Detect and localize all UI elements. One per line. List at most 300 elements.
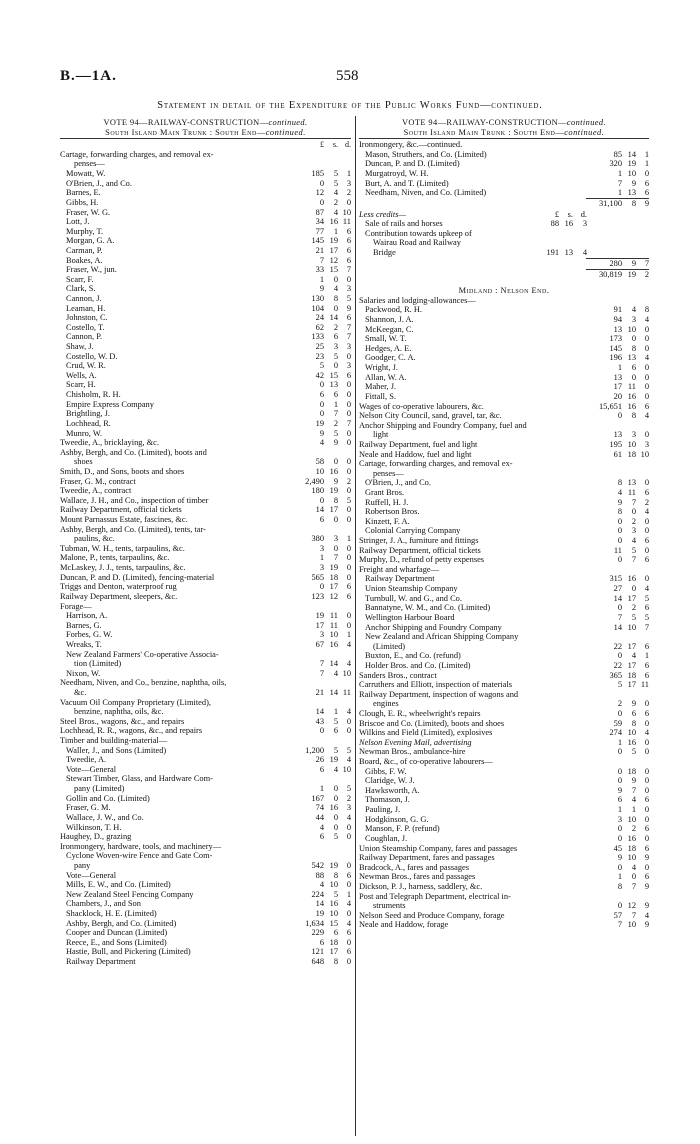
shillings-cell: 15 xyxy=(329,918,338,928)
pounds-cell: 6 xyxy=(319,515,324,525)
shillings-cell: 8 xyxy=(333,870,338,880)
shillings-cell: 13 xyxy=(627,188,636,198)
shillings-cell: 5 xyxy=(333,351,338,361)
pence-cell: 0 xyxy=(644,545,649,555)
row-label: Wages of co-operative labourers, &c. xyxy=(359,401,484,411)
ledger-row xyxy=(60,640,351,650)
shillings-cell: 16 xyxy=(329,803,338,813)
pence-cell: 4 xyxy=(644,584,649,594)
pounds-cell: 1 xyxy=(617,805,622,815)
ledger-row xyxy=(359,651,649,661)
ledger-row xyxy=(60,553,351,563)
pounds-cell: 45 xyxy=(613,843,622,853)
row-label: Carruthers and Elliott, inspection of materials xyxy=(359,680,513,690)
row-label: Clough, E. R., wheelwright's repairs xyxy=(359,709,481,718)
pence-cell: 0 xyxy=(644,776,649,786)
pounds-cell: 180 xyxy=(311,486,324,496)
row-label: Haughey, D., grazing xyxy=(60,832,132,842)
shillings-cell: 10 xyxy=(627,324,636,334)
ledger-row xyxy=(359,325,649,335)
shillings-cell: 10 xyxy=(627,814,636,824)
ledger-row xyxy=(359,546,649,556)
shillings-cell: 15 xyxy=(329,370,338,380)
shillings-cell: 18 xyxy=(329,572,338,582)
ledger-row xyxy=(359,140,649,150)
shillings-cell: 8 xyxy=(631,718,636,728)
ledger-row xyxy=(359,402,649,412)
pence-cell: 0 xyxy=(644,324,649,334)
row-label: Lochhead, R. R., wagons, &c., and repairs xyxy=(60,726,203,736)
pence-cell: 6 xyxy=(644,401,649,411)
pence-cell: 7 xyxy=(346,332,351,342)
credits-block xyxy=(359,210,649,258)
row-label: Crud, W. R. xyxy=(66,361,106,371)
pence-cell: 6 xyxy=(346,226,351,236)
credit-row xyxy=(359,219,649,229)
row-label: Anchor Shipping and Foundry Company xyxy=(365,622,502,632)
ledger-row xyxy=(60,400,351,410)
credit-row xyxy=(359,238,649,248)
pounds-cell: 1 xyxy=(617,169,622,179)
ledger-row xyxy=(60,774,351,784)
pounds-cell: 26 xyxy=(315,755,324,765)
shillings-cell: 10 xyxy=(627,728,636,738)
row-label: (Limited) xyxy=(373,641,406,651)
pounds-cell: 224 xyxy=(311,889,324,899)
pounds-cell: 5 xyxy=(617,680,622,690)
pounds-cell: 14 xyxy=(315,505,324,515)
shillings-cell: 9 xyxy=(333,438,338,448)
pence-cell: 4 xyxy=(644,353,649,363)
row-label: Ashby, Bergh, and Co. (Limited) xyxy=(66,918,177,928)
ledger-row xyxy=(60,717,351,727)
shillings-cell: 17 xyxy=(627,660,636,670)
ledger-row xyxy=(359,430,649,440)
pence-cell: 3 xyxy=(346,178,351,188)
ledger-row xyxy=(60,928,351,938)
row-label: Ashby, Bergh, and Co. (Limited), tents, tar- xyxy=(60,524,206,534)
ledger-row xyxy=(359,517,649,527)
shillings-cell: 18 xyxy=(627,449,636,459)
shillings-cell: 0 xyxy=(631,584,636,594)
shillings-cell: 12 xyxy=(627,901,636,911)
ledger-row xyxy=(60,294,351,304)
pounds-cell: 67 xyxy=(315,639,324,649)
row-label: Wellington Harbour Board xyxy=(365,612,455,622)
pounds-cell: 0 xyxy=(617,603,622,613)
shillings-cell: 4 xyxy=(631,305,636,315)
row-label: pany (Limited) xyxy=(74,784,125,794)
row-label: Malone, P., tents, tarpaulins, &c. xyxy=(60,553,170,563)
row-label: Railway Department, official tickets xyxy=(60,505,182,515)
pounds-cell: 1 xyxy=(319,784,324,794)
ledger-row xyxy=(359,632,649,642)
row-label: Kinzett, F. A. xyxy=(365,516,410,526)
pence-cell: 0 xyxy=(346,909,351,918)
ledger-row xyxy=(359,824,649,834)
shillings-cell: 11 xyxy=(627,382,636,392)
pounds-cell: 8 xyxy=(617,507,622,517)
row-label: Salaries and lodging-allowances— xyxy=(359,295,476,305)
ledger-row xyxy=(359,363,649,373)
pence-cell: 1 xyxy=(346,889,351,899)
ledger-row xyxy=(60,669,351,679)
pounds-cell: 88 xyxy=(550,219,559,229)
pence-cell: 0 xyxy=(346,409,351,419)
pounds-cell: 4 xyxy=(319,822,324,832)
shillings-cell: 2 xyxy=(333,322,338,332)
shillings-cell: 6 xyxy=(333,332,338,342)
pence-cell: 0 xyxy=(346,822,351,832)
shillings-cell: 6 xyxy=(333,390,338,400)
row-label: Claridge, W. J. xyxy=(365,776,415,786)
row-label: Newman Bros., fares and passages xyxy=(359,872,476,882)
shillings-cell: 1 xyxy=(333,399,338,409)
ledger-row xyxy=(60,784,351,794)
ledger-row xyxy=(359,603,649,613)
ledger-row xyxy=(60,823,351,833)
row-label: Scarr, F. xyxy=(66,274,94,284)
credit-row xyxy=(359,248,649,258)
row-label: Cyclone Woven-wire Fence and Gate Com- xyxy=(66,851,213,861)
pounds-cell: 17 xyxy=(315,620,324,630)
ledger-row xyxy=(60,582,351,592)
pence-cell: 0 xyxy=(346,466,351,476)
pounds-cell: 1 xyxy=(319,274,324,284)
row-label: Small, W. T. xyxy=(365,334,407,344)
ledger-row xyxy=(60,448,351,458)
pence-cell: 4 xyxy=(346,918,351,928)
ledger-row xyxy=(60,409,351,419)
ledger-row xyxy=(60,246,351,256)
right-ledger xyxy=(359,296,649,930)
pounds-cell: 104 xyxy=(311,303,324,313)
pence-cell: 6 xyxy=(644,641,649,651)
ledger-row xyxy=(60,861,351,871)
shillings-cell: 4 xyxy=(333,668,338,678)
shillings-cell: 10 xyxy=(627,439,636,449)
shillings-cell: 16 xyxy=(627,574,636,584)
shillings-cell: 4 xyxy=(333,284,338,294)
pence-cell: 6 xyxy=(644,536,649,546)
row-label: Bannatyne, W. M., and Co. (Limited) xyxy=(365,603,491,613)
shillings-cell: 4 xyxy=(631,795,636,805)
ledger-row xyxy=(359,584,649,594)
row-label: paulins, &c. xyxy=(74,534,115,544)
pence-cell: 4 xyxy=(346,899,351,909)
row-label: engines xyxy=(373,699,399,709)
pence-cell: 3 xyxy=(644,439,649,449)
pence-cell: 0 xyxy=(346,274,351,284)
ledger-row xyxy=(359,188,649,198)
pounds-cell: 21 xyxy=(315,245,324,255)
pence-cell: 7 xyxy=(346,322,351,332)
row-label: Gibbs, H. xyxy=(66,197,99,207)
ledger-row xyxy=(60,746,351,756)
shillings-cell: 1 xyxy=(333,707,338,717)
credit-row xyxy=(359,229,649,239)
row-label: Mowatt, W. xyxy=(66,169,106,179)
row-label: Wells, A. xyxy=(66,370,97,380)
pounds-cell: 0 xyxy=(319,399,324,409)
pence-cell: 6 xyxy=(644,188,649,198)
pence-cell: 2 xyxy=(644,497,649,507)
ledger-row xyxy=(359,488,649,498)
ledger-row xyxy=(60,755,351,765)
pence-cell: 6 xyxy=(346,370,351,380)
ledger-row xyxy=(60,688,351,698)
shillings-cell: 10 xyxy=(627,920,636,930)
row-label: Tweedie, A., bricklaying, &c. xyxy=(60,438,159,448)
pounds-cell: 0 xyxy=(617,776,622,786)
shillings-cell: 19 xyxy=(329,486,338,496)
row-label: Shannon, J. A. xyxy=(365,315,414,325)
pounds-cell: 14 xyxy=(315,899,324,909)
pounds-cell: 19 xyxy=(315,418,324,428)
shillings-cell: 9 xyxy=(631,699,636,709)
pence-cell: 10 xyxy=(640,449,649,459)
row-label: Scarr, H. xyxy=(66,380,96,390)
pounds-cell: 7 xyxy=(617,178,622,188)
pence-cell: 0 xyxy=(346,457,351,467)
pence-cell: 5 xyxy=(346,745,351,755)
shillings-cell: 7 xyxy=(631,881,636,891)
ledger-row xyxy=(60,313,351,323)
shillings-cell: 10 xyxy=(627,853,636,863)
pounds-cell: 17 xyxy=(613,382,622,392)
shillings-cell: 4 xyxy=(333,188,338,198)
row-label: Lott, J. xyxy=(66,217,90,227)
row-label: Robertson Bros. xyxy=(365,507,420,517)
shillings-cell: 11 xyxy=(329,611,338,621)
net-total-row: 30,819 19 2 xyxy=(359,269,649,280)
shillings-cell: 8 xyxy=(333,495,338,505)
row-label: Wright, J. xyxy=(365,363,398,373)
ledger-row xyxy=(60,227,351,237)
pounds-cell: 0 xyxy=(319,582,324,592)
ledger-row xyxy=(359,795,649,805)
shillings-cell: 19 xyxy=(627,159,636,169)
pence-cell: 0 xyxy=(644,363,649,373)
pounds-cell: 9 xyxy=(617,853,622,863)
shillings-cell: 13 xyxy=(329,380,338,390)
row-label: Gibbs, F. W. xyxy=(365,766,407,776)
pounds-cell: 0 xyxy=(617,651,622,661)
ledger-row xyxy=(359,892,649,902)
ledger-row xyxy=(359,882,649,892)
pounds-cell: 22 xyxy=(613,641,622,651)
shillings-cell: 19 xyxy=(329,755,338,765)
row-label: Fraser, G. M., contract xyxy=(60,476,136,486)
shillings-cell: 16 xyxy=(627,833,636,843)
row-label: Packwood, R. H. xyxy=(365,305,422,315)
pence-cell: 0 xyxy=(346,726,351,736)
ledger-row xyxy=(60,150,351,160)
pounds-cell: 1 xyxy=(617,737,622,747)
shillings-cell: 0 xyxy=(333,793,338,803)
ledger-row xyxy=(359,834,649,844)
ledger-row xyxy=(359,382,649,392)
row-label: Allan, W. A. xyxy=(365,372,407,382)
ledger-row xyxy=(359,767,649,777)
shillings-cell: 19 xyxy=(329,236,338,246)
ledger-row xyxy=(359,574,649,584)
pence-cell: 6 xyxy=(644,487,649,497)
pounds-cell: 91 xyxy=(613,305,622,315)
pounds-cell: 0 xyxy=(617,747,622,757)
pence-cell: 6 xyxy=(644,178,649,188)
pence-cell: 4 xyxy=(346,755,351,765)
pence-cell: 6 xyxy=(346,870,351,880)
row-label: light xyxy=(373,430,389,440)
pounds-cell: 0 xyxy=(617,862,622,872)
ledger-row xyxy=(359,440,649,450)
row-label: Mills, E. W., and Co. (Limited) xyxy=(66,880,171,890)
left-column xyxy=(60,118,351,967)
row-label: Grant Bros. xyxy=(365,487,405,497)
ledger-row xyxy=(359,901,649,911)
pounds-cell: 6 xyxy=(319,832,324,842)
row-label: benzine, naphtha, oils, &c. xyxy=(74,707,164,717)
pence-cell: 6 xyxy=(644,872,649,882)
shillings-cell: 10 xyxy=(329,880,338,890)
ledger-row xyxy=(60,899,351,909)
page-title: Statement in detail of the Expenditure of the Public Works Fund—continued. xyxy=(157,100,543,111)
pence-cell: 0 xyxy=(346,486,351,496)
pounds-cell: 2,490 xyxy=(305,476,324,486)
shillings-cell: 15 xyxy=(329,265,338,275)
ledger-row xyxy=(60,851,351,861)
pence-cell: 6 xyxy=(346,255,351,265)
pounds-cell: 195 xyxy=(609,439,622,449)
pounds-cell: 23 xyxy=(315,351,324,361)
shillings-cell: 16 xyxy=(329,639,338,649)
pence-cell: 0 xyxy=(644,372,649,382)
pounds-cell: 12 xyxy=(315,188,324,198)
shillings-cell: 0 xyxy=(333,543,338,553)
pounds-cell: 185 xyxy=(311,169,324,179)
row-label: Anchor Shipping and Foundry Company, fuel and xyxy=(359,420,527,430)
pence-cell: 9 xyxy=(644,881,649,891)
shillings-cell: 4 xyxy=(631,862,636,872)
ledger-row xyxy=(60,159,351,169)
pence-cell: 0 xyxy=(346,399,351,409)
ledger-row xyxy=(60,169,351,179)
shillings-cell: 18 xyxy=(329,937,338,947)
row-label: Johnston, C. xyxy=(66,313,108,323)
row-label: Steel Bros., wagons, &c., and repairs xyxy=(60,716,185,726)
shillings-cell: 14 xyxy=(329,687,338,697)
shillings-cell: 10 xyxy=(627,169,636,179)
ledger-row xyxy=(359,334,649,344)
pence-cell: 0 xyxy=(346,390,351,400)
row-label: Murgatroyd, W. H. xyxy=(365,169,429,179)
shillings-cell: 5 xyxy=(333,889,338,899)
row-label: Pauling, J. xyxy=(365,805,401,815)
shillings-cell: 19 xyxy=(329,860,338,870)
pounds-cell: 0 xyxy=(319,380,324,390)
shillings-cell: 3 xyxy=(631,315,636,325)
row-label: Cannon, P. xyxy=(66,332,103,342)
ledger-row xyxy=(60,726,351,736)
pounds-cell: 19 xyxy=(315,909,324,918)
pounds-cell: 34 xyxy=(315,217,324,227)
pounds-cell: 14 xyxy=(613,593,622,603)
pence-cell: 0 xyxy=(644,516,649,526)
shillings-cell: 16 xyxy=(329,899,338,909)
pence-cell: 6 xyxy=(644,670,649,680)
pounds-cell: 0 xyxy=(617,536,622,546)
row-label: Board, &c., of co-operative labourers— xyxy=(359,757,493,767)
shillings-cell: 18 xyxy=(627,670,636,680)
ledger-row xyxy=(60,957,351,967)
ledger-row xyxy=(359,747,649,757)
ledger-row xyxy=(60,765,351,775)
pence-cell: 9 xyxy=(346,303,351,313)
pence-cell: 5 xyxy=(644,593,649,603)
pence-cell: 0 xyxy=(346,428,351,438)
pence-cell: 4 xyxy=(644,507,649,517)
row-label: Holder Bros. and Co. (Limited) xyxy=(365,660,471,670)
pence-cell: 1 xyxy=(644,149,649,159)
pounds-cell: 0 xyxy=(617,555,622,565)
ledger-row xyxy=(60,871,351,881)
ledger-row xyxy=(359,169,649,179)
ledger-row xyxy=(359,863,649,873)
pounds-cell: 5 xyxy=(319,361,324,371)
pence-cell: 0 xyxy=(346,543,351,553)
row-label: Wilkins and Field (Limited), explosives xyxy=(359,728,493,738)
shillings-cell: 16 xyxy=(564,219,573,229)
row-label: Railway Department xyxy=(365,574,435,584)
ledger-row xyxy=(60,179,351,189)
ledger-row xyxy=(359,690,649,700)
row-label: &c. xyxy=(74,687,87,697)
pence-cell: 0 xyxy=(644,334,649,344)
ledger-row xyxy=(359,699,649,709)
ledger-row xyxy=(359,305,649,315)
row-label: Waller, J., and Sons (Limited) xyxy=(66,745,167,755)
pounds-cell: 145 xyxy=(609,343,622,353)
pounds-cell: 6 xyxy=(319,764,324,774)
pence-cell: 6 xyxy=(644,824,649,834)
ledger-row xyxy=(359,911,649,921)
shillings-cell: 0 xyxy=(631,507,636,517)
pounds-cell: 7 xyxy=(617,612,622,622)
row-label: Stewart Timber, Glass, and Hardware Com- xyxy=(66,774,213,784)
row-label: Wairau Road and Railway xyxy=(373,238,461,248)
pounds-cell: 0 xyxy=(319,495,324,505)
row-label: Leaman, H. xyxy=(66,303,106,313)
pounds-cell: 4 xyxy=(319,438,324,448)
shillings-cell: 12 xyxy=(329,255,338,265)
shillings-cell: 0 xyxy=(333,361,338,371)
pounds-cell: 6 xyxy=(319,937,324,947)
pence-cell: 0 xyxy=(644,737,649,747)
shillings-cell: 18 xyxy=(627,843,636,853)
shillings-cell: 10 xyxy=(329,909,338,918)
row-label: Ruffell, H. J. xyxy=(365,497,409,507)
row-label: Railway Department, official tickets xyxy=(359,545,481,555)
row-label: Cartage, forwarding charges, and removal ex- xyxy=(359,459,513,469)
ledger-row xyxy=(60,332,351,342)
row-label: Carman, P. xyxy=(66,245,103,255)
ledger-row xyxy=(359,507,649,517)
pounds-cell: 57 xyxy=(613,910,622,920)
pence-cell: 9 xyxy=(644,920,649,930)
ledger-row xyxy=(359,671,649,681)
row-label: Neale and Haddow, forage xyxy=(359,920,449,930)
